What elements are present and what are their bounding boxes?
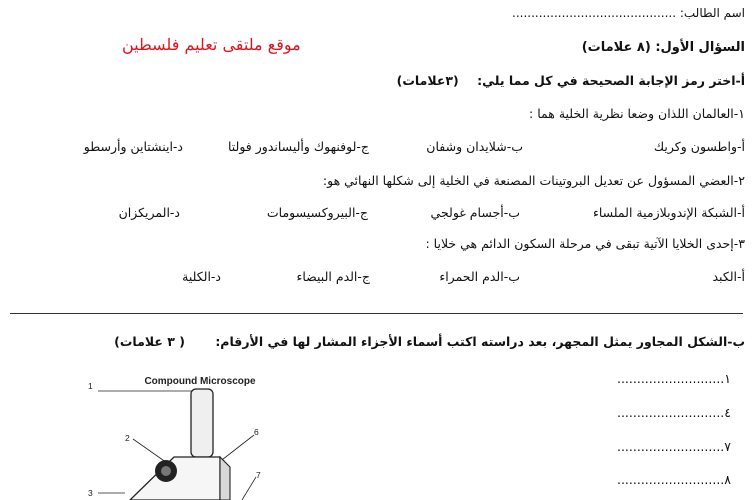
question1-title: السؤال الأول: (٨ علامات)	[581, 40, 745, 55]
question-2: ٢-العضي المسؤول عن تعديل البروتينات المصنعة في الخلية إلى شكلها النهائي هو:	[322, 173, 745, 188]
blank-1[interactable]: ١...........................	[616, 371, 731, 386]
q2-option-b: ب-أجسام غولجي	[430, 205, 520, 220]
label-line-7	[242, 477, 256, 500]
q2-option-c: ج-البيروكسيسومات	[266, 205, 368, 220]
label-3: 3	[88, 488, 93, 498]
q3-option-c: ج-الدم البيضاء	[296, 269, 370, 284]
blank-8[interactable]: ٨...........................	[616, 472, 731, 487]
site-name: موقع ملتقى تعليم فلسطين	[122, 35, 301, 54]
label-1: 1	[88, 381, 93, 391]
q1-option-a: أ-واطسون وكريك	[653, 139, 745, 154]
q3-option-a: أ-الكبد	[712, 269, 745, 284]
microscope-arm	[130, 457, 220, 500]
part-b-instruction	[114, 334, 745, 349]
q2-option-d: د-المريكزان	[118, 205, 180, 220]
section-divider	[10, 313, 743, 314]
q1-option-c: ج-لوفنهوك وأليساندور فولتا	[227, 139, 369, 154]
label-2: 2	[125, 433, 130, 443]
q2-option-a: أ-الشبكة الإندوبلازمية الملساء	[592, 205, 745, 220]
label-7: 7	[256, 470, 261, 480]
figure-title: Compound Microscope	[144, 376, 256, 387]
microscope-figure	[70, 365, 300, 500]
label-line-6	[218, 435, 254, 463]
q1-option-b: ب-شلايدان وشفان	[426, 139, 523, 154]
question-3: ٣-إحدى الخلايا الآتية تبقى في مرحلة السكون الدائم هي خلايا :	[425, 236, 745, 251]
q1-option-d: د-اينشتاين وأرسطو	[83, 139, 183, 154]
eyepiece-tube	[191, 389, 213, 457]
part-a-text: أ-اختر رمز الإجابة الصحيحة في كل مما يلي:	[477, 73, 745, 88]
student-name-field: اسم الطالب: ...........................................	[512, 6, 745, 20]
microscope-side	[220, 457, 230, 500]
part-a-marks: (٣علامات)	[396, 73, 459, 88]
label-6: 6	[254, 427, 259, 437]
question-1: ١-العالمان اللذان وضعا نظرية الخلية هما :	[529, 106, 745, 121]
q3-option-d: د-الكلية	[182, 269, 221, 284]
blank-4[interactable]: ٤...........................	[616, 405, 731, 420]
part-a-instruction	[397, 73, 745, 88]
q3-option-b: ب-الدم الحمراء	[439, 269, 520, 284]
part-b-marks: ( ٣ علامات)	[114, 334, 185, 349]
blank-7[interactable]: ٧...........................	[616, 439, 731, 454]
part-b-text: ب-الشكل المجاور يمثل المجهر، بعد دراسته اكتب أسماء الأجزاء المشار لها في الأرقام:	[215, 334, 745, 349]
focus-knob-center	[161, 466, 171, 476]
